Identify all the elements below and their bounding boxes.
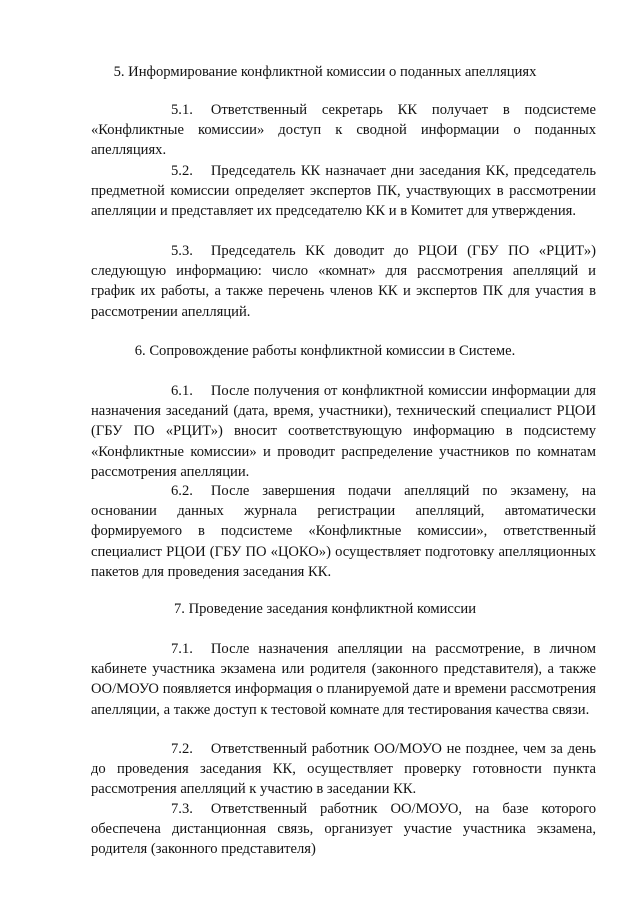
- section-6-heading: 6. Сопровождение работы конфликтной комиссии в Системе.: [134, 343, 516, 359]
- paragraph-number: 5.1.: [171, 102, 193, 118]
- paragraph-text: Председатель КК назначает дни заседания КК, председатель предметной комиссии определяет экспертов ПК, участвующих в рассмотрении апелляции и представляет их председателю КК и в Комитет для утверждения.: [91, 163, 596, 220]
- paragraph-number: 5.2.: [171, 163, 193, 179]
- paragraph-6-1: [91, 381, 596, 482]
- paragraph-number: 7.3.: [171, 801, 193, 817]
- paragraph-text: После завершения подачи апелляций по экзамену, на основании данных журнала регистрации апелляций, автоматически формируемого в подсистеме «Конфликтные комиссии», ответственный специалист РЦОИ (ГБУ ПО «ЦОКО») осуществляет подготовку апелляционных пакетов для проведения заседания КК.: [91, 483, 596, 580]
- paragraph-number: 7.2.: [171, 741, 193, 757]
- paragraph-number: 6.1.: [171, 383, 193, 399]
- paragraph-text: Ответственный работник ОО/МОУО, на базе которого обеспечена дистанционная связь, организует участие участника экзамена, родителя (законного представителя): [91, 801, 596, 858]
- paragraph-6-2: [91, 481, 596, 582]
- paragraph-text: Ответственный секретарь КК получает в подсистеме «Конфликтные комиссии» доступ к сводной информации о поданных апелляциях.: [91, 102, 596, 159]
- paragraph-5-1: [91, 100, 596, 161]
- paragraph-number: 7.1.: [171, 641, 193, 657]
- paragraph-5-3: [91, 241, 596, 322]
- paragraph-text: После назначения апелляции на рассмотрение, в личном кабинете участника экзамена или родителя (законного представителя), а также ОО/МОУО появляется информация о планируемой дате и времени рассмотрения апелляции, а также доступ к тестовой комнате для тестирования качества связи.: [91, 641, 596, 718]
- section-7-heading: 7. Проведение заседания конфликтной комиссии: [174, 601, 476, 617]
- section-5-heading: 5. Информирование конфликтной комиссии о поданных апелляциях: [113, 64, 537, 80]
- paragraph-7-2: [91, 739, 596, 800]
- paragraph-7-3: [91, 799, 596, 858]
- paragraph-number: 5.3.: [171, 243, 193, 259]
- paragraph-number: 6.2.: [171, 483, 193, 499]
- paragraph-text: Председатель КК доводит до РЦОИ (ГБУ ПО «РЦИТ») следующую информацию: число «комнат» для рассмотрения апелляций и график их работы, а также перечень членов КК и экспертов ПК для участия в рассмотрении апелляций.: [91, 243, 596, 320]
- paragraph-7-1: [91, 639, 596, 720]
- paragraph-text: После получения от конфликтной комиссии информации для назначения заседаний (дата, время, участники), технический специалист РЦОИ (ГБУ ПО «РЦИТ») вносит соответствующую информацию в подсистему «Конфликтные комиссии» и проводит распределение участников по комнатам рассмотрения апелляции.: [91, 383, 596, 480]
- paragraph-text: Ответственный работник ОО/МОУО не позднее, чем за день до проведения заседания КК, осуществляет проверку готовности пункта рассмотрения апелляций к участию в заседании КК.: [91, 741, 596, 798]
- paragraph-5-2: [91, 161, 596, 222]
